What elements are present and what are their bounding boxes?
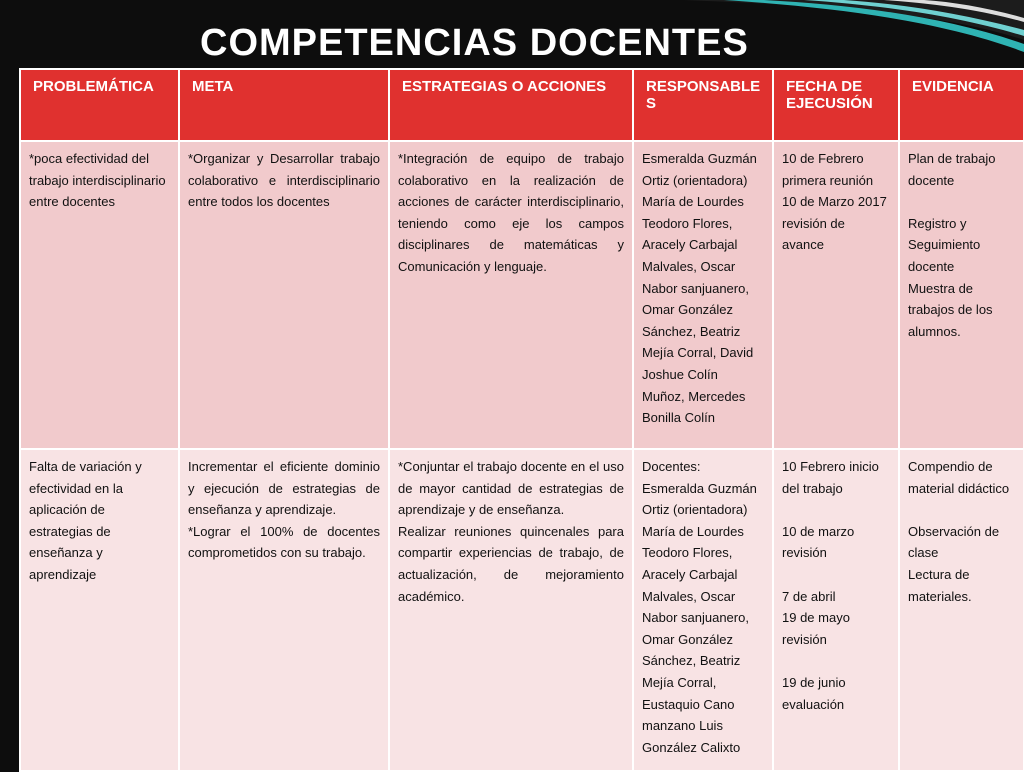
competencias-table: [19, 68, 1024, 772]
evidencia-spacer: [908, 191, 1015, 213]
evidencia-line: Muestra de trabajos de los alumnos.: [908, 280, 993, 339]
evidencia-line: Compendio de material didáctico: [908, 459, 1010, 496]
cell-evidencia: [899, 449, 1024, 771]
evidencia-line: Lectura de materiales.: [908, 566, 972, 604]
estrategias-line: *Conjuntar el trabajo docente en el uso de mayor cantidad de estrategias de aprendizaje y de enseñanza.: [398, 459, 624, 518]
cell-estrategias: [389, 449, 633, 771]
cell-fecha: [773, 141, 899, 449]
cell-problematica: Falta de variación y efectividad en la aplicación de estrategias de enseñanza y aprendizaje: [20, 449, 179, 771]
cell-meta: *Organizar y Desarrollar trabajo colaborativo e interdisciplinario entre todos los docentes: [179, 141, 389, 449]
fecha-line: 10 de Febrero primera reunión: [782, 151, 874, 188]
cell-problematica: *poca efectividad del trabajo interdisciplinario entre docentes: [20, 141, 179, 449]
cell-responsables: Esmeralda Guzmán Ortiz (orientadora) María de Lourdes Teodoro Flores, Aracely Carbajal Malvales, Oscar Nabor sanjuanero, Omar González Sánchez, Beatriz Mejía Corral, David Joshue Colín Muñoz, Mercedes Bonilla Colín: [633, 141, 773, 449]
responsables-line: Docentes:: [642, 459, 701, 474]
evidencia-spacer: [908, 499, 1015, 521]
fecha-spacer: [782, 650, 890, 672]
header-evidencia: EVIDENCIA: [899, 69, 1024, 141]
fecha-line: 7 de abril: [782, 588, 836, 604]
header-fecha: FECHA DE EJECUSIÓN: [773, 69, 899, 141]
evidencia-line: Registro y Seguimiento docente: [908, 215, 981, 274]
table-row: [20, 449, 1024, 771]
table-header-row: [20, 69, 1024, 141]
cell-responsables: [633, 449, 773, 771]
meta-line: *Lograr el 100% de docentes comprometidos con su trabajo.: [188, 523, 380, 561]
evidencia-line: Plan de trabajo docente: [908, 151, 996, 188]
cell-evidencia: [899, 141, 1024, 449]
page-title: COMPETENCIAS DOCENTES: [200, 22, 749, 64]
responsables-line: Esmeralda Guzmán Ortiz (orientadora) María de Lourdes Teodoro Flores, Aracely Carbajal Malvales, Oscar Nabor sanjuanero, Omar González Sánchez, Beatriz Mejía Corral, Eustaquio Cano manzano Luis González Calixto: [642, 480, 757, 755]
fecha-line: 10 de marzo revisión: [782, 523, 855, 561]
evidencia-line: Observación de clase: [908, 523, 1000, 561]
cell-meta: [179, 449, 389, 771]
meta-line: Incrementar el eficiente dominio y ejecución de estrategias de enseñanza y aprendizaje.: [188, 459, 380, 518]
fecha-line: 19 de junio evaluación: [782, 674, 846, 712]
cell-estrategias: *Integración de equipo de trabajo colaborativo en la realización de acciones de carácter interdisciplinario, teniendo como eje los campos disciplinares de matemáticas y Comunicación y lenguaje.: [389, 141, 633, 449]
header-estrategias: ESTRATEGIAS O ACCIONES: [389, 69, 633, 141]
header-problematica: PROBLEMÁTICA: [20, 69, 179, 141]
header-meta: META: [179, 69, 389, 141]
table-row: [20, 141, 1024, 449]
fecha-line: 10 de Marzo 2017 revisión de avance: [782, 194, 887, 253]
header-responsables: RESPONSABLES: [633, 69, 773, 141]
fecha-spacer: [782, 499, 890, 521]
fecha-line: 19 de mayo revisión: [782, 610, 850, 647]
fecha-line: 10 Febrero inicio del trabajo: [782, 459, 879, 496]
cell-fecha: [773, 449, 899, 771]
estrategias-line: Realizar reuniones quincenales para compartir experiencias de trabajo, de actualización, de mejoramiento académico.: [398, 523, 624, 604]
fecha-spacer: [782, 564, 890, 586]
